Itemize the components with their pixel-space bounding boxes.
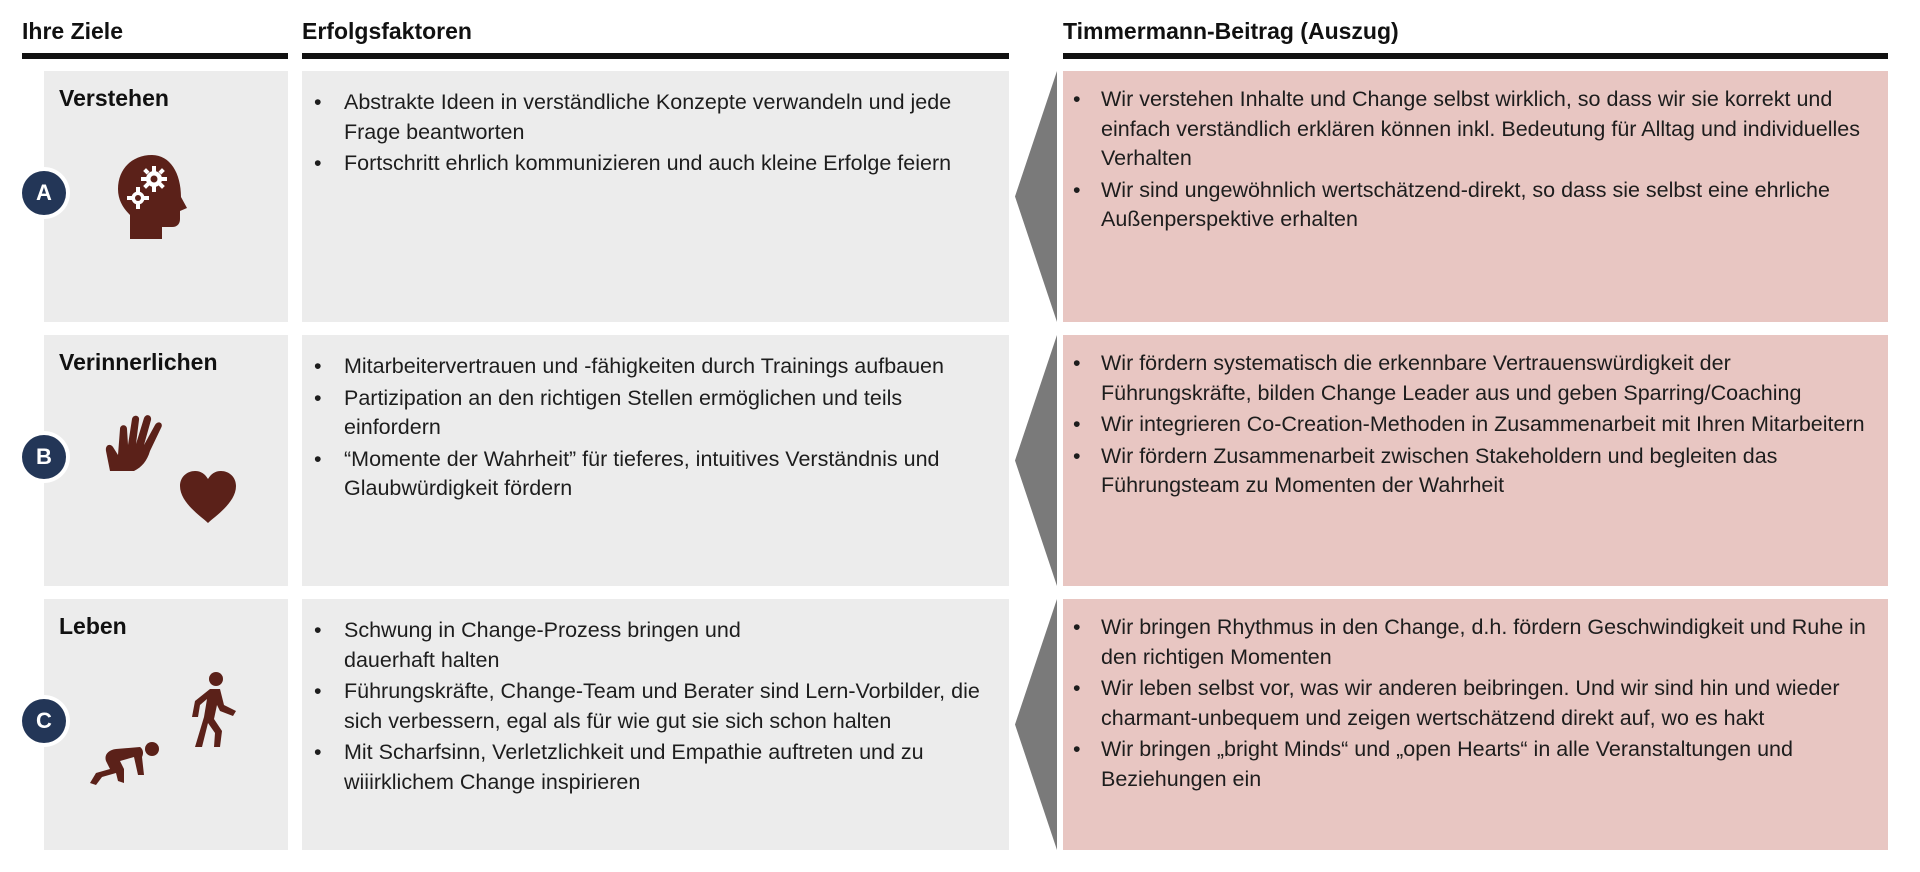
list-item: • Wir fördern systematisch die erkennbare Vertrauenswürdigkeit der Führungskräfte, bilden Change Leader aus und geben Sparring/Coaching <box>1063 349 1881 408</box>
contribution-panel-a <box>1063 71 1888 322</box>
header-factors-rule <box>302 53 1009 59</box>
goal-title: Verinnerlichen <box>59 349 218 375</box>
factors-list <box>302 88 1002 181</box>
chevron-arrow-b <box>1015 335 1057 586</box>
contribution-list <box>1063 349 1881 503</box>
chevron-arrow-c <box>1015 599 1057 850</box>
contribution-list <box>1063 85 1881 237</box>
badge-b: B <box>22 435 66 479</box>
list-item: • Wir integrieren Co-Creation-Methoden in Zusammenarbeit mit Ihren Mitarbeitern <box>1063 410 1881 440</box>
factors-panel-a <box>302 71 1009 322</box>
chevron-arrow-a <box>1015 71 1057 322</box>
goal-title: Leben <box>59 613 127 639</box>
list-item: • Wir verstehen Inhalte und Change selbst wirklich, so dass wir sie korrekt und einfach verständlich erklären können inkl. Bedeutung für Alltag und individuelles Verhalten <box>1063 85 1881 174</box>
header-goals: Ihre Ziele <box>22 18 123 44</box>
header-goals-rule <box>22 53 288 59</box>
badge-a: A <box>22 171 66 215</box>
goal-card-verinnerlichen <box>44 335 288 586</box>
list-item: • Wir leben selbst vor, was wir anderen beibringen. Und wir sind hin und wieder charmant-unbequem und zeigen wertschätzend direkt auf, wo es hakt <box>1063 674 1881 733</box>
header-contribution: Timmermann-Beitrag (Auszug) <box>1063 18 1399 44</box>
list-item: • Mit Scharfsinn, Verletzlichkeit und Empathie auftreten und zu wiiirklichem Change inspirieren <box>302 738 1002 797</box>
factors-list <box>302 352 1002 506</box>
factors-panel-b <box>302 335 1009 586</box>
list-item: • “Momente der Wahrheit” für tieferes, intuitives Verständnis und Glaubwürdigkeit fördern <box>302 445 1002 504</box>
list-item: • Wir bringen Rhythmus in den Change, d.h. fördern Geschwindigkeit und Ruhe in den richtigen Momenten <box>1063 613 1881 672</box>
list-item: • Wir sind ungewöhnlich wertschätzend-direkt, so dass sie selbst eine ehrliche Außenperspektive erhalten <box>1063 176 1881 235</box>
header-factors: Erfolgsfaktoren <box>302 18 472 44</box>
contribution-panel-c <box>1063 599 1888 850</box>
factors-list <box>302 616 1002 799</box>
head-gears-icon <box>116 153 192 241</box>
list-item: • Mitarbeitervertrauen und -fähigkeiten durch Trainings aufbauen <box>302 352 1002 382</box>
factors-panel-c <box>302 599 1009 850</box>
starting-runner-icon <box>88 735 164 787</box>
contribution-panel-b <box>1063 335 1888 586</box>
contribution-list <box>1063 613 1881 796</box>
badge-c: C <box>22 699 66 743</box>
heart-icon <box>178 469 238 525</box>
list-item: • Abstrakte Ideen in verständliche Konzepte verwandeln und jede Frage beantworten <box>302 88 1002 147</box>
list-item: • Führungskräfte, Change-Team und Berater sind Lern-Vorbilder, die sich verbessern, egal als für wie gut sie sich schon halten <box>302 677 1002 736</box>
hand-icon <box>104 411 170 473</box>
list-item: • Schwung in Change-Prozess bringen und dauerhaft halten <box>302 616 1002 675</box>
list-item: • Wir bringen „bright Minds“ und „open Hearts“ in alle Veranstaltungen und Beziehungen ein <box>1063 735 1881 794</box>
walking-person-icon <box>184 671 240 749</box>
goal-card-verstehen <box>44 71 288 322</box>
goal-card-leben <box>44 599 288 850</box>
goal-title: Verstehen <box>59 85 169 111</box>
list-item: • Partizipation an den richtigen Stellen ermöglichen und teils einfordern <box>302 384 1002 443</box>
header-contribution-rule <box>1063 53 1888 59</box>
list-item: • Fortschritt ehrlich kommunizieren und auch kleine Erfolge feiern <box>302 149 1002 179</box>
list-item: • Wir fördern Zusammenarbeit zwischen Stakeholdern und begleiten das Führungsteam zu Momenten der Wahrheit <box>1063 442 1881 501</box>
